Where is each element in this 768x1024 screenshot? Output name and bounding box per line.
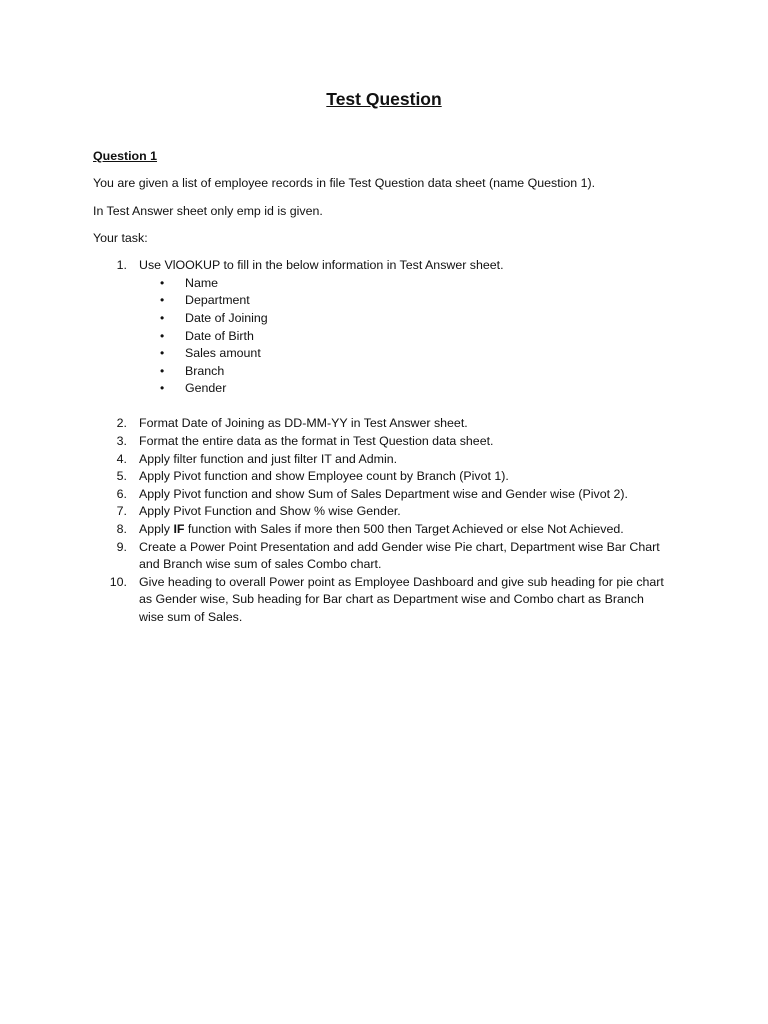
task-number: 10. <box>109 574 127 589</box>
field-label: Name <box>185 275 219 290</box>
task-number: 1. <box>116 258 127 273</box>
if-keyword: IF <box>173 522 185 537</box>
task-text: Apply Pivot Function and Show % wise Gender. <box>139 504 401 519</box>
task-text: Apply filter function and just filter IT and Admin. <box>139 451 398 466</box>
field-item <box>139 363 668 381</box>
field-item <box>139 310 668 328</box>
task-number: 5. <box>116 469 127 484</box>
field-label: Department <box>185 293 250 308</box>
page-title: Test Question <box>326 89 442 109</box>
bullet-icon: • <box>160 363 165 378</box>
question-heading: Question 1 <box>93 149 158 163</box>
task-number: 3. <box>116 434 127 449</box>
task-item <box>93 539 668 574</box>
task-text-pre: Apply <box>139 522 174 537</box>
task-item <box>93 257 668 398</box>
task-item <box>93 415 668 433</box>
task-text: Use VlOOKUP to fill in the below information in Test Answer sheet. <box>139 258 504 273</box>
task-text-post: function with Sales if more then 500 then Target Achieved or else Not Achieved. <box>184 522 624 537</box>
paragraph-answer-sheet: In Test Answer sheet only emp id is given. <box>93 203 323 218</box>
field-label: Branch <box>185 363 225 378</box>
task-item <box>93 468 668 486</box>
task-text: Apply Pivot function and show Sum of Sales Department wise and Gender wise (Pivot 2). <box>139 486 628 501</box>
task-number: 9. <box>116 539 127 554</box>
task-text: Create a Power Point Presentation and add Gender wise Pie chart, Department wise Bar Chart and Branch wise sum of sales Combo chart. <box>139 539 660 572</box>
task-number: 7. <box>116 504 127 519</box>
field-item <box>139 275 668 293</box>
field-item <box>139 345 668 363</box>
task-item <box>93 574 668 627</box>
paragraph-intro: You are given a list of employee records in file Test Question data sheet (name Question 1). <box>93 176 596 191</box>
task-text <box>139 522 624 536</box>
bullet-icon: • <box>160 381 165 396</box>
field-label: Gender <box>185 381 227 396</box>
task-text: Give heading to overall Power point as Employee Dashboard and give sub heading for pie chart as Gender wise, Sub heading for Bar chart as Department wise and Combo chart as Branch wise sum of Sales. <box>139 574 664 624</box>
paragraph-your-task: Your task: <box>93 230 148 245</box>
field-item <box>139 380 668 398</box>
bullet-icon: • <box>160 275 165 290</box>
task-item <box>93 521 668 539</box>
task-number: 2. <box>116 416 127 431</box>
field-label: Date of Joining <box>185 310 268 325</box>
task-number: 4. <box>116 451 127 466</box>
task-text: Apply Pivot function and show Employee count by Branch (Pivot 1). <box>139 469 509 484</box>
bullet-icon: • <box>160 328 165 343</box>
task-text: Format the entire data as the format in Test Question data sheet. <box>139 434 494 449</box>
task-number: 6. <box>116 486 127 501</box>
field-label: Date of Birth <box>185 328 254 343</box>
field-label: Sales amount <box>185 346 261 361</box>
field-item <box>139 292 668 310</box>
task-item <box>93 451 668 469</box>
bullet-icon: • <box>160 310 165 325</box>
task-item <box>93 503 668 521</box>
task-item <box>93 486 668 504</box>
task-number: 8. <box>116 522 127 537</box>
task-text: Format Date of Joining as DD-MM-YY in Test Answer sheet. <box>139 416 468 431</box>
bullet-icon: • <box>160 346 165 361</box>
document-body <box>93 148 668 627</box>
field-list <box>139 275 668 398</box>
task-item <box>93 433 668 451</box>
field-item <box>139 328 668 346</box>
bullet-icon: • <box>160 293 165 308</box>
task-list <box>93 257 668 626</box>
